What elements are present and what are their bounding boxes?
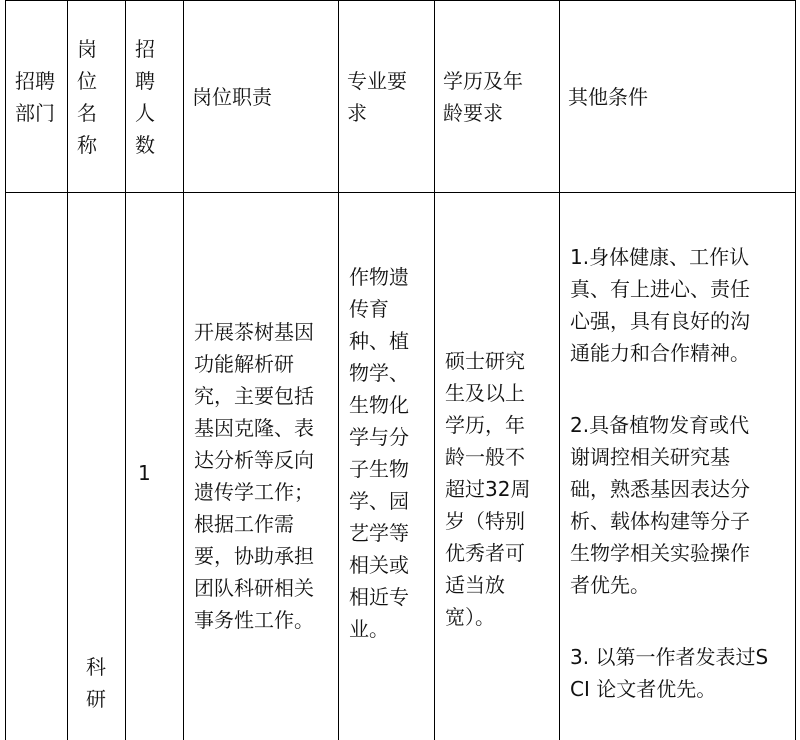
cell-education bbox=[435, 193, 560, 740]
header-cell-major bbox=[339, 1, 435, 193]
cell-position bbox=[68, 193, 126, 740]
header-cell-count bbox=[126, 1, 184, 193]
header-major: 专业要 求 bbox=[347, 68, 407, 125]
header-cell-position bbox=[68, 1, 126, 193]
major-value: 作物遗 传育 种、植 物学、 生物化 学与分 子生物 学、园 艺学等 相关或 相近专 业。 bbox=[349, 264, 409, 641]
header-cell-education bbox=[435, 1, 560, 193]
cell-dept bbox=[6, 193, 68, 740]
education-value: 硕士研究 生及以上 学历，年 龄一般不 超过32周 岁（特别 优秀者可 适当放 宽）。 bbox=[445, 348, 531, 629]
duty-value: 开展茶树基因 功能解析研 究，主要包括 基因克隆、表 达分析等反向 遗传学工作； 根据工作需 要，协助承担 团队科研相关 事务性工作。 bbox=[194, 319, 314, 632]
recruitment-table bbox=[5, 0, 796, 740]
header-education: 学历及年 龄要求 bbox=[443, 68, 523, 125]
cell-other bbox=[560, 193, 796, 740]
header-dept: 招聘 部门 bbox=[15, 68, 55, 125]
count-value: 1 bbox=[138, 460, 151, 485]
header-cell-dept bbox=[6, 1, 68, 193]
header-cell-duty bbox=[184, 1, 339, 193]
table-row bbox=[6, 193, 796, 740]
other-condition-1: 1.身体健康、工作认 真、有上进心、责任 心强，具有良好的沟 通能力和合作精神。 bbox=[570, 244, 750, 365]
table-header-row bbox=[6, 1, 796, 193]
other-condition-2: 2.具备植物发育或代 谢调控相关研究基 础，熟悉基因表达分 析、载体构建等分子 生物学相关实验操作 者优先。 bbox=[570, 412, 750, 597]
header-count: 招 聘 人 数 bbox=[135, 36, 155, 157]
cell-duty bbox=[184, 193, 339, 740]
other-condition-3: 3. 以第一作者发表过S CI 论文者优先。 bbox=[570, 644, 769, 701]
header-other: 其他条件 bbox=[568, 84, 648, 109]
cell-count bbox=[126, 193, 184, 740]
other-conditions bbox=[560, 201, 795, 740]
header-cell-other bbox=[560, 1, 796, 193]
cell-major bbox=[339, 193, 435, 740]
header-duty: 岗位职责 bbox=[192, 84, 272, 109]
header-position: 岗 位 名 称 bbox=[77, 36, 97, 157]
position-value: 科 研 bbox=[86, 655, 106, 711]
